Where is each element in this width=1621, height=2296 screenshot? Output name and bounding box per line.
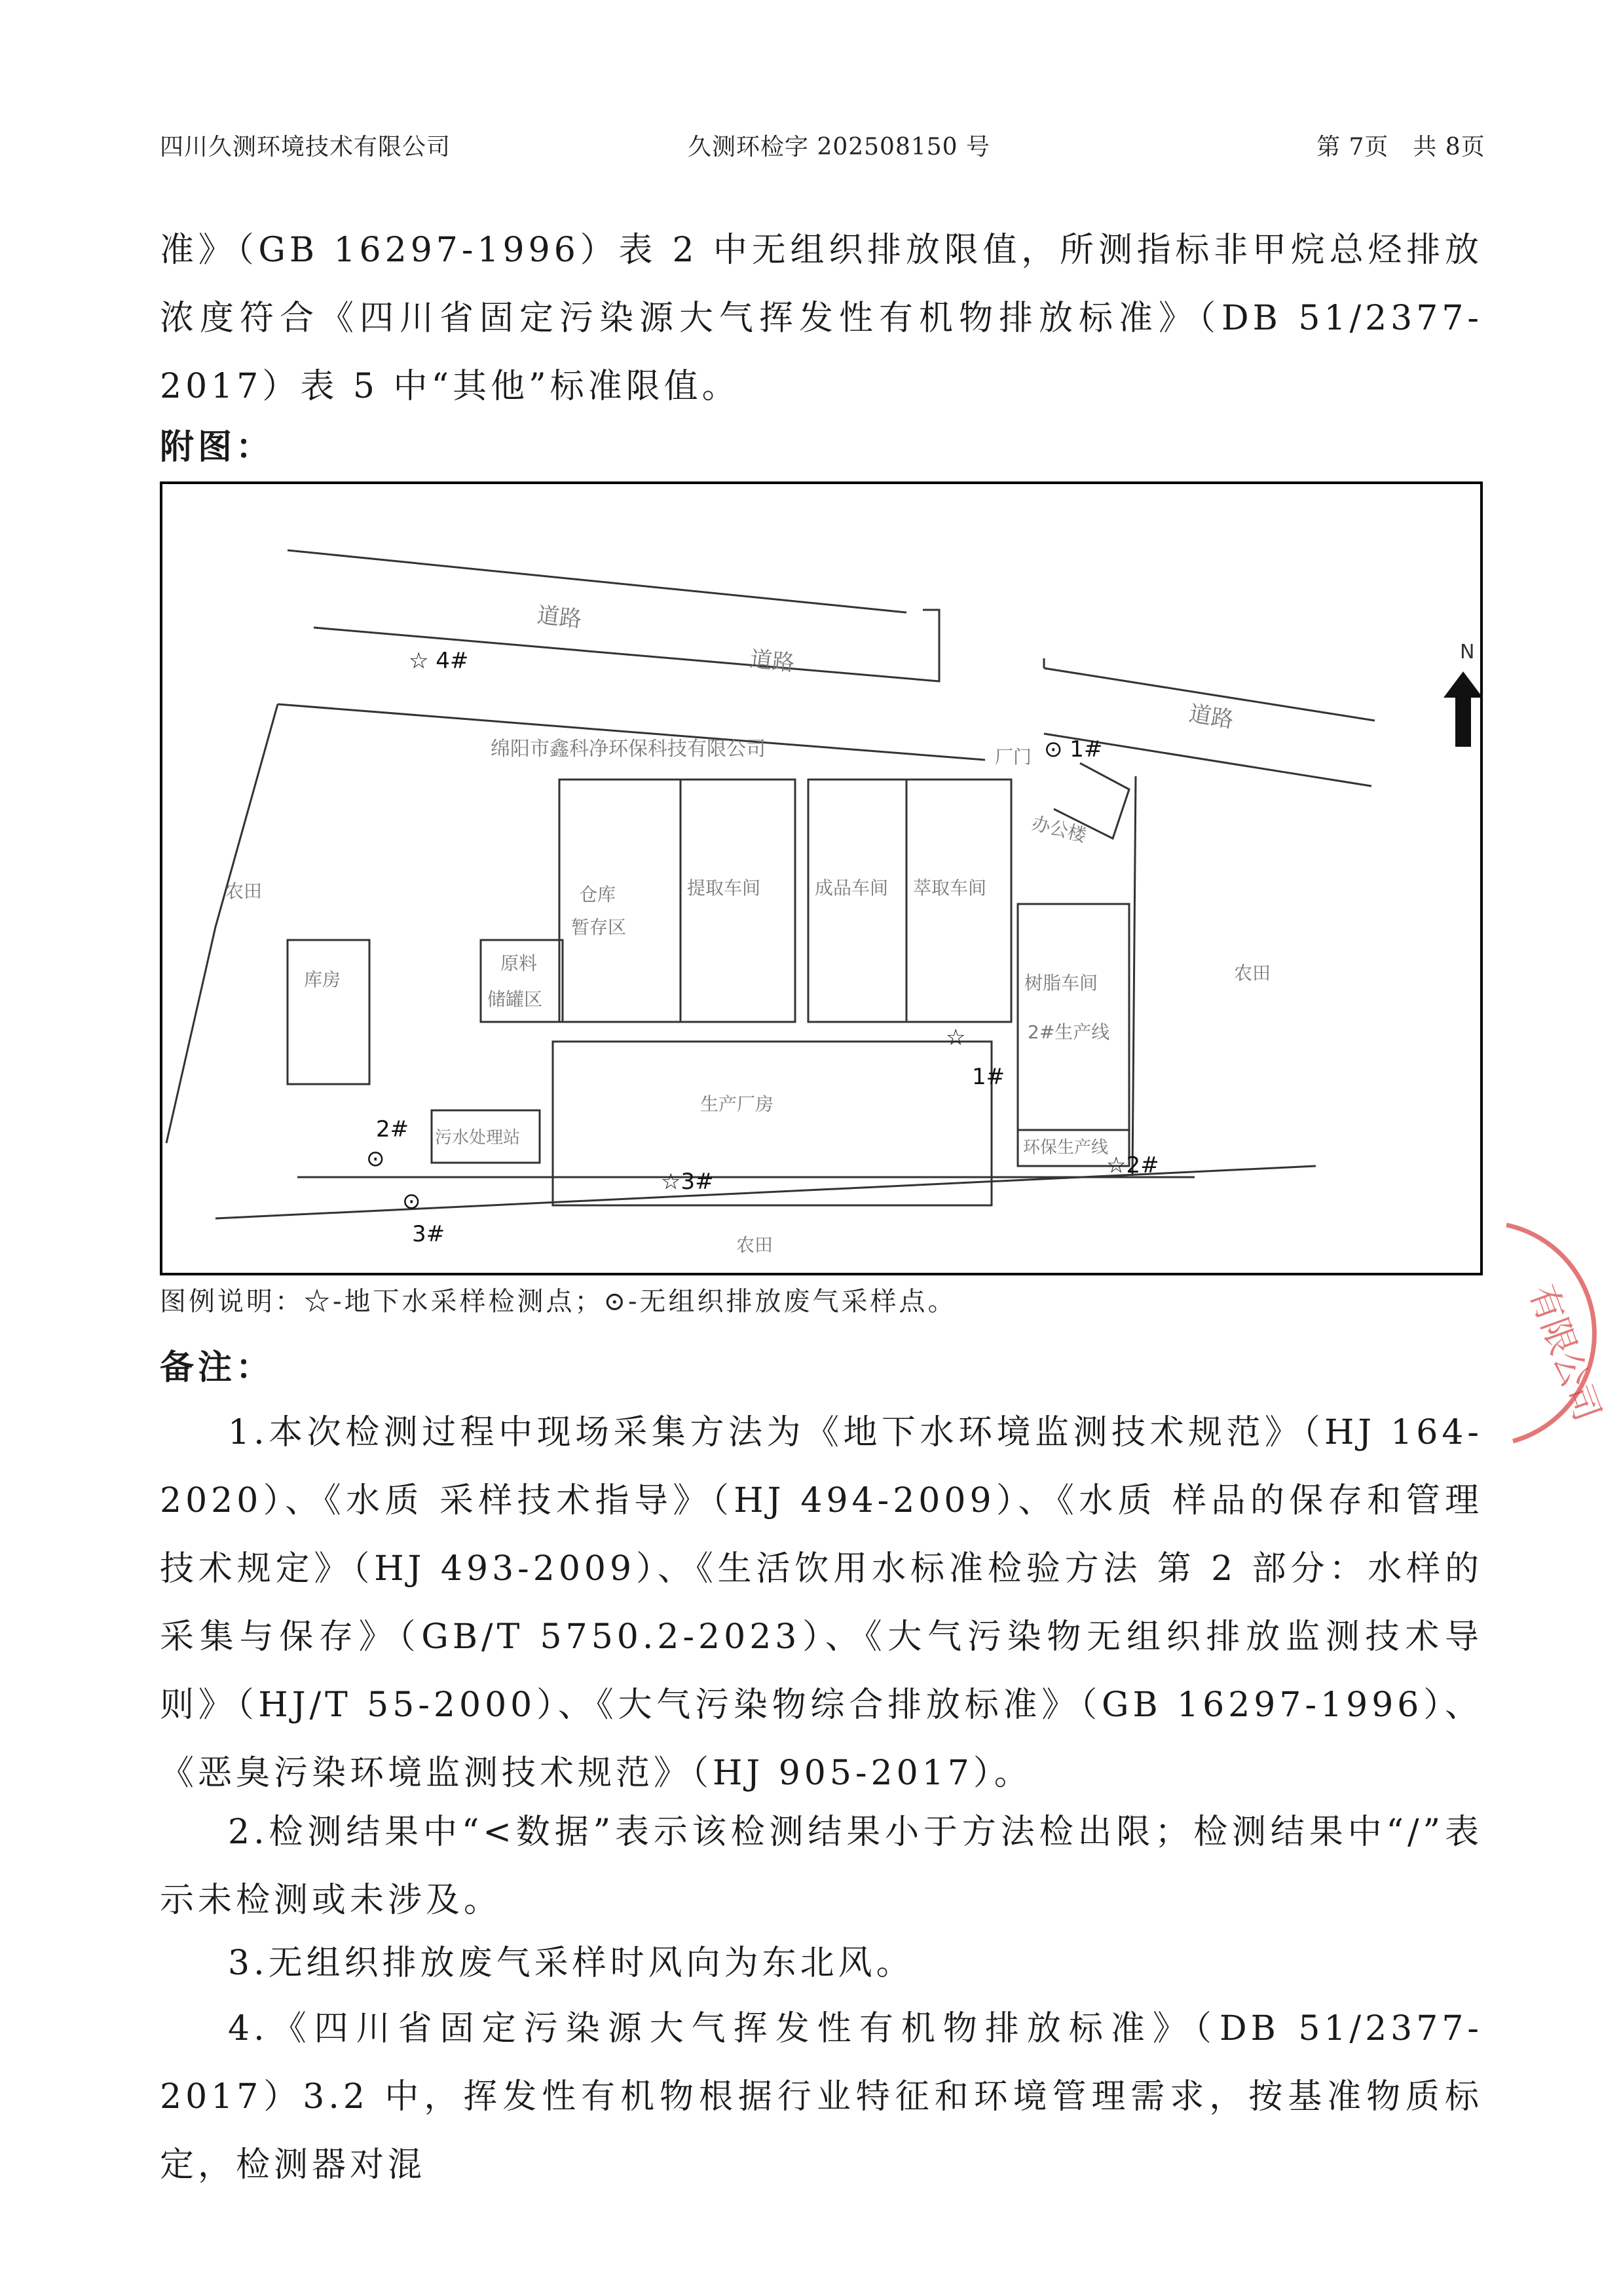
building-left (288, 940, 369, 1084)
groundwater-point-2: ☆2# (1106, 1152, 1159, 1178)
building-label: 暂存区 (571, 916, 627, 938)
building-workshop-c (906, 780, 1011, 1022)
building-label: 提取车间 (687, 877, 761, 899)
road-label: 道路 (1187, 700, 1236, 734)
road-label: 道路 (536, 602, 583, 633)
building-label: 储罐区 (487, 988, 543, 1010)
map-legend: 图例说明：☆-地下水采样检测点；⊙-无组织排放废气采样点。 (160, 1287, 957, 1317)
air-point-1: ⊙ 1# (1044, 736, 1103, 762)
note-3: 3.无组织排放废气采样时风向为东北风。 (228, 1944, 914, 1983)
building-workshop-b (808, 780, 906, 1022)
intro-paragraph: 准》（GB 16297-1996）表 2 中无组织排放限值，所测指标非甲烷总烃排放浓度符合《四川省固定污染源大气挥发性有机物排放标准》（DB 51/2377-2017）表 5 中“其他”标准限值。 (160, 231, 1483, 406)
building-label: 树脂车间 (1024, 972, 1098, 994)
groundwater-point-3: ☆3# (661, 1169, 714, 1195)
building-label: 办公楼 (1030, 812, 1089, 847)
building-storage (559, 780, 680, 1022)
groundwater-point-1: ☆ (946, 1025, 966, 1051)
building-label: 环保生产线 (1023, 1138, 1109, 1157)
building-main (553, 1042, 992, 1205)
header-page-number: 第 7页 共 8页 (1316, 134, 1485, 160)
groundwater-point-4: ☆ 4# (409, 648, 469, 674)
header-company: 四川久测环境技术有限公司 (160, 134, 451, 160)
building-label: 萃取车间 (913, 877, 987, 899)
road-edge (288, 550, 906, 612)
gate-label: 厂门 (995, 746, 1032, 768)
svg-text:有限公司: 有限公司 (1521, 1279, 1609, 1427)
site-map (160, 481, 1483, 1275)
company-seal (1408, 1205, 1621, 1454)
air-point-2-label: 2# (376, 1116, 409, 1142)
neighbor-label: 农田 (736, 1234, 773, 1256)
road-label: 道路 (749, 646, 796, 677)
building-workshop-a (680, 780, 795, 1022)
header-report-number: 久测环检字 202508150 号 (688, 134, 991, 160)
notes-title: 备注： (160, 1347, 274, 1387)
neighbor-label: 农田 (225, 880, 263, 902)
building-label: 生产厂房 (700, 1093, 774, 1115)
figure-title: 附图： (160, 427, 274, 467)
svg-text:3#: 3# (412, 1221, 445, 1247)
building-label: 库房 (304, 969, 341, 990)
note-2: 2.检测结果中“<数据”表示该检测结果小于方法检出限；检测结果中“/”表示未检测或未涉及。 (160, 1813, 1483, 1920)
site-boundary (1132, 776, 1136, 1176)
air-point-2: ⊙ (366, 1146, 385, 1172)
site-boundary (166, 704, 278, 1143)
building-label: 仓库 (579, 884, 616, 905)
air-point-3: ⊙ (402, 1188, 421, 1214)
note-4: 4.《四川省固定污染源大气挥发性有机物排放标准》（DB 51/2377-2017）3.2 中，挥发性有机物根据行业特征和环境管理需求，按基准物质标定，检测器对混 (160, 2009, 1483, 2185)
building-label: 污水处理站 (435, 1128, 521, 1148)
svg-text:N: N (1460, 641, 1475, 664)
building-label: 成品车间 (815, 877, 889, 899)
neighbor-label: 农田 (1234, 962, 1271, 984)
svg-text:1#: 1# (972, 1064, 1005, 1090)
north-arrow (1444, 641, 1483, 747)
note-1: 1.本次检测过程中现场采集方法为《地下水环境监测技术规范》（HJ 164-2020）、《水质 采样技术指导》（HJ 494-2009）、《水质 样品的保存和管理技术规定》（HJ 493-2009）、《生活饮用水标准检验方法 第 2 部分：水样的采集与保存》（GB/T 5750.2-2023）、《大气污染物无组织排放监测技术导则》（HJ/T 55-2000）、《大气污染物综合排放标准》（GB 16297-1996）、《恶臭污染环境监测技术规范》（HJ 905-2017）。 (160, 1413, 1483, 1793)
road-edge (314, 610, 939, 681)
building-label: 2#生产线 (1028, 1021, 1110, 1043)
company-label: 绵阳市鑫科净环保科技有限公司 (491, 738, 766, 761)
building-label: 原料 (500, 952, 538, 974)
